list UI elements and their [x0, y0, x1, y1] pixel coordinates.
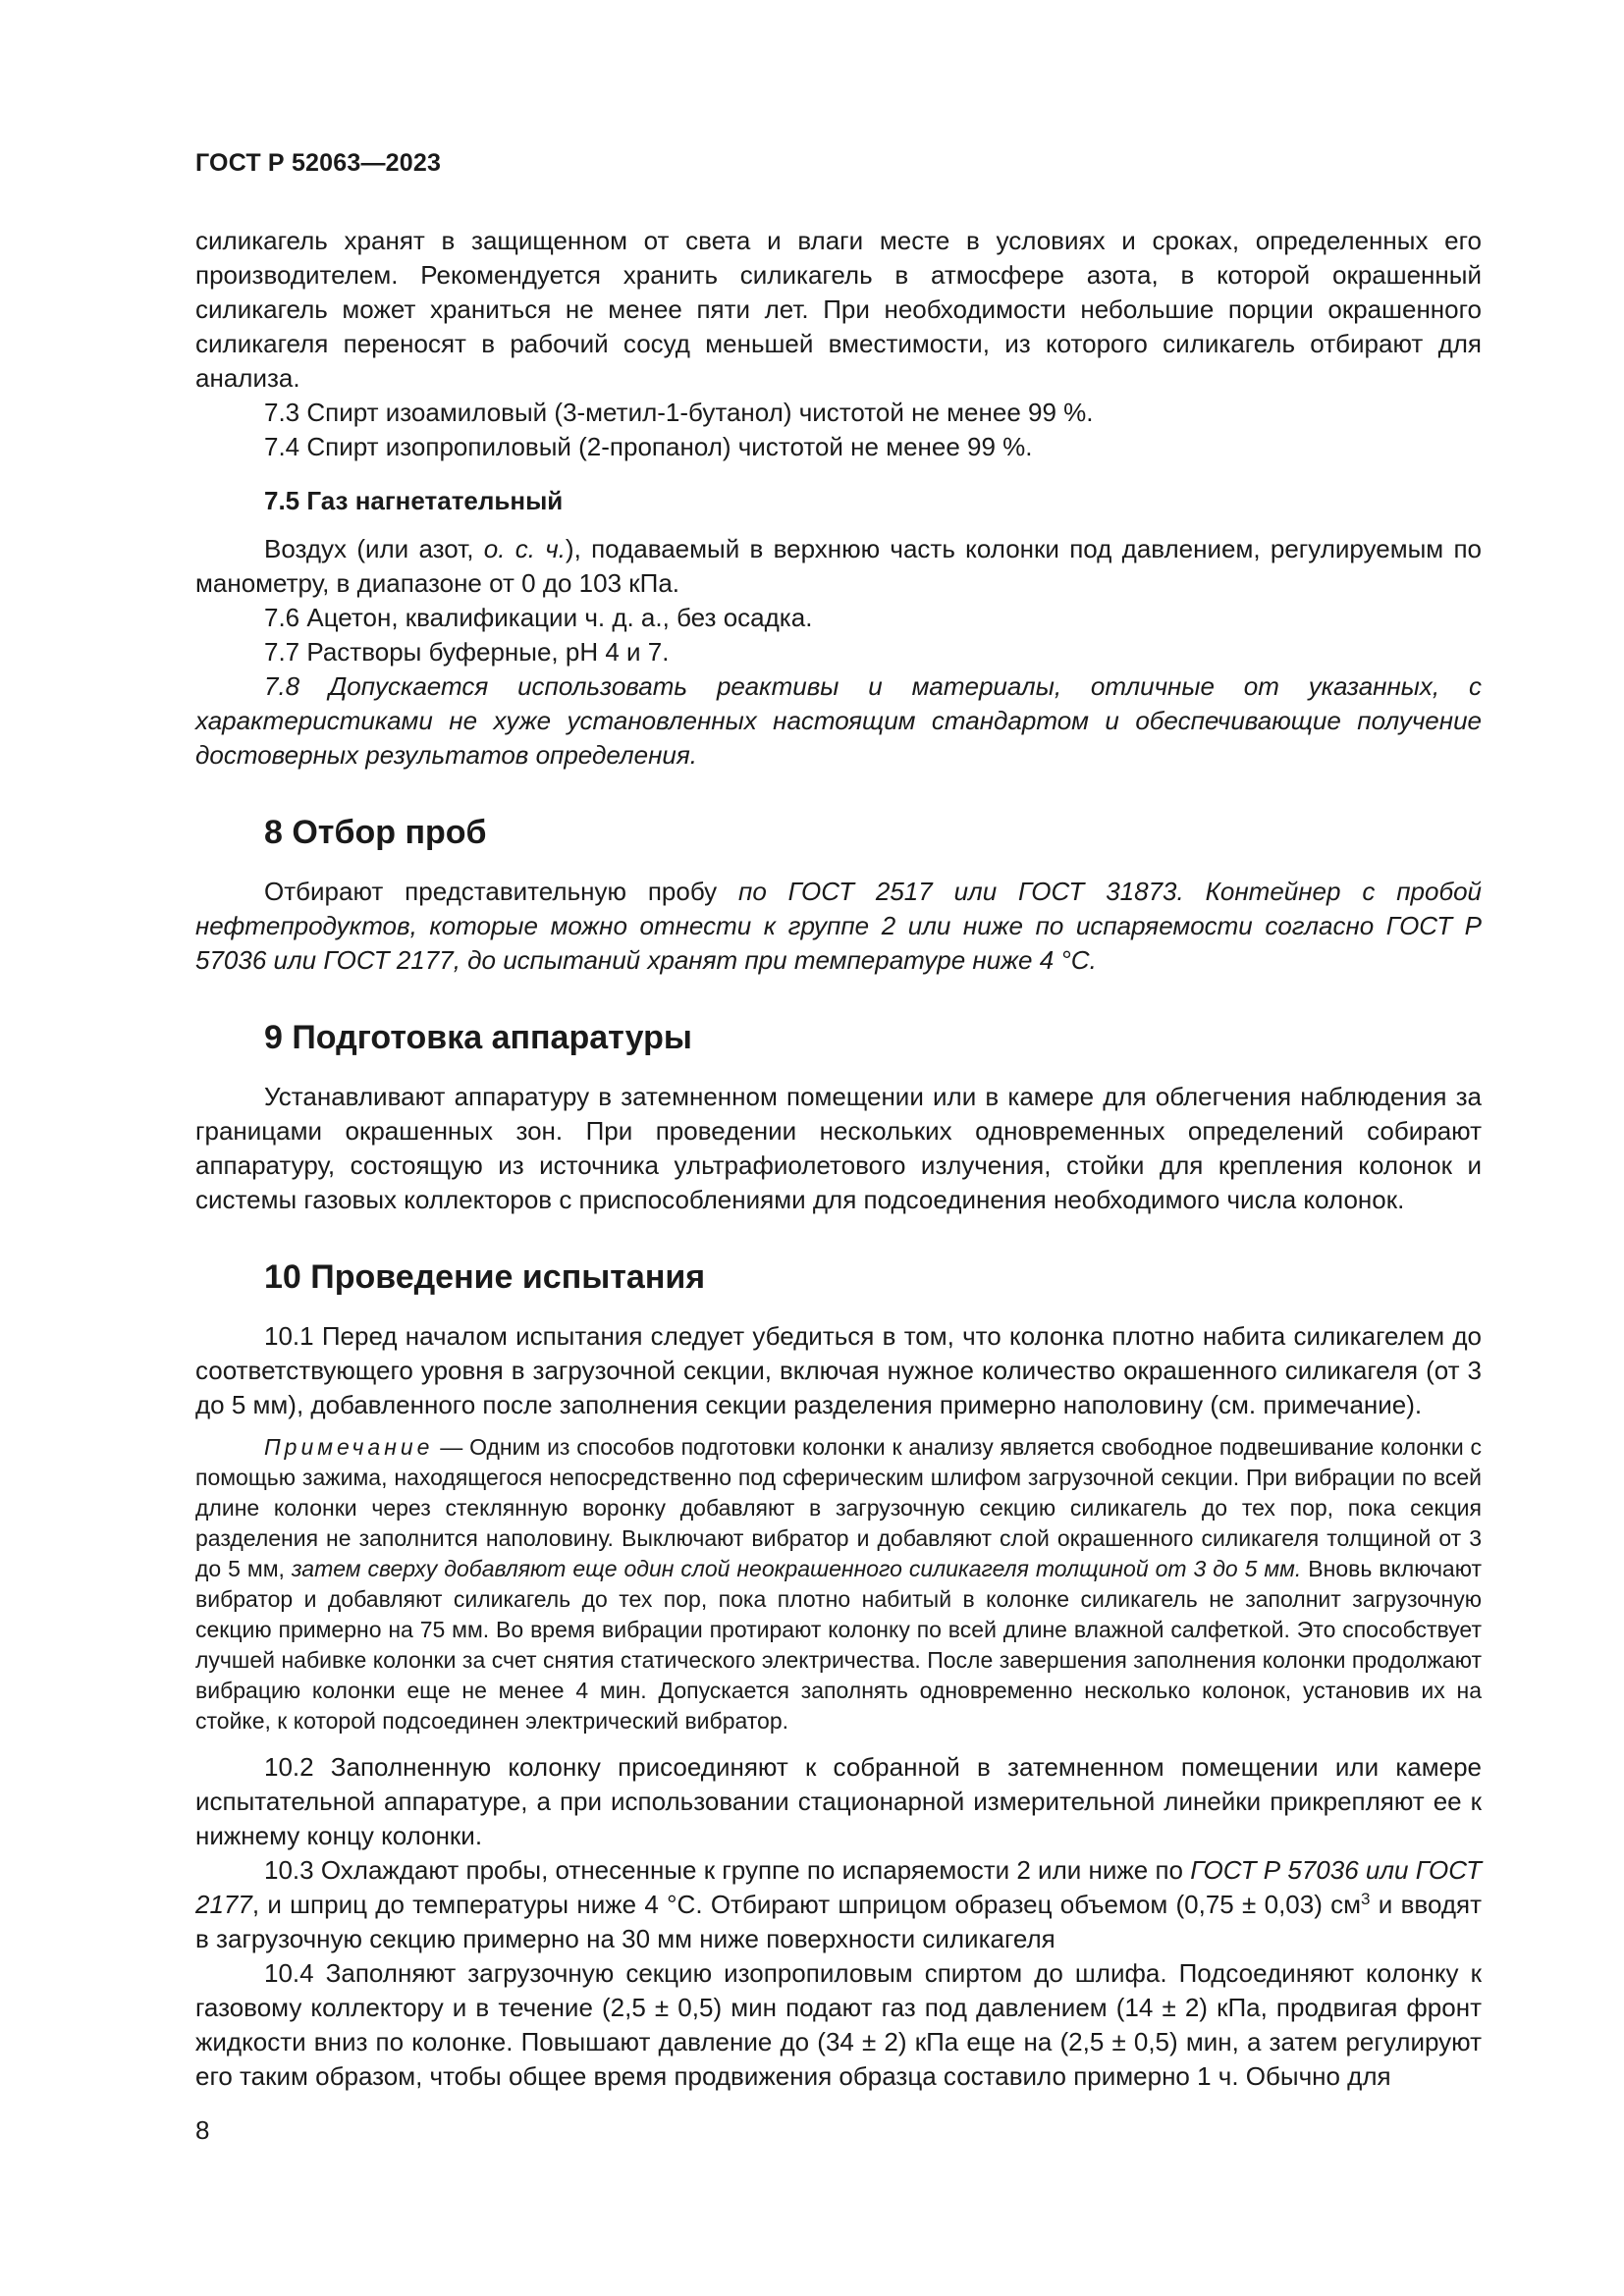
section-9	[264, 1017, 1482, 1058]
p-air-text: Воздух (или азот,	[264, 534, 484, 563]
p-10-4	[195, 1956, 1482, 2094]
p-10-3-text: и вводят в загрузочную секцию примерно на 30 мм ниже поверхности силикагеля	[195, 1890, 1482, 1953]
page-number: 8	[195, 2115, 210, 2145]
p-10-3	[195, 1853, 1482, 1956]
note-text: Вновь включают вибратор и добавляют силикагель до тех пор, пока плотно набитый в колонке силикагель не заполнит загрузочную секцию примерно на 75 мм. Во время вибрации протирают колонку по всей длине влажной салфеткой. Это способствует лучшей набивке колонки за счет снятия статического электричества. После завершения заполнения колонки продолжают вибрацию колонки еще не менее 4 мин. Допускается заполнять одновременно несколько колонок, установив их на стойке, к которой подсоединен электрический вибратор.	[195, 1556, 1483, 1734]
p-7-3	[195, 396, 1482, 430]
section-8-text: 8 Отбор проб	[264, 814, 487, 851]
p-silica-storage-text: силикагель хранят в защищенном от света и влаги месте в условиях и сроках, определенных его производителем. Рекомендуется хранить силикагель в атмосфере азота, в которой окрашенный силикагель может храниться не менее пяти лет. При необходимости небольшие порции окрашенного силикагеля переносят в рабочий сосуд меньшей вместимости, из которого силикагель отбирают для анализа.	[195, 226, 1482, 393]
subheading-7-5	[264, 484, 1482, 518]
p-7-6	[195, 601, 1482, 635]
section-10-text: 10 Проведение испытания	[264, 1258, 706, 1296]
section-9-text: 9 Подготовка аппаратуры	[264, 1019, 692, 1056]
p-apparatus	[195, 1080, 1482, 1217]
p-7-8-text: 7.8 Допускается использовать реактивы и материалы, отличные от указанных, с характеристиками не хуже установленных настоящим стандартом и обеспечивающие получение достоверных результатов определения.	[195, 671, 1482, 770]
p-10-3-text: 10.3 Охлаждают пробы, отнесенные к группе по испаряемости 2 или ниже по	[264, 1855, 1191, 1885]
p-10-1-text: 10.1 Перед началом испытания следует убедиться в том, что колонка плотно набита силикагелем до соответствующего уровня в загрузочной секции, включая нужное количество окрашенного силикагеля (от 3 до 5 мм), добавленного после заполнения секции разделения примерно наполовину (см. примечание).	[195, 1321, 1482, 1419]
note-text: затем сверху добавляют еще один слой неокрашенного силикагеля толщиной от 3 до 5 мм.	[291, 1556, 1302, 1581]
p-7-4	[195, 430, 1482, 464]
p-7-6-text: 7.6 Ацетон, квалификации ч. д. а., без осадка.	[264, 603, 813, 632]
p-10-1	[195, 1319, 1482, 1422]
p-sampling	[195, 875, 1482, 978]
running-header: ГОСТ Р 52063—2023	[195, 149, 442, 177]
section-8	[264, 812, 1482, 853]
note-text: Примечание	[264, 1434, 434, 1460]
p-7-7	[195, 635, 1482, 669]
p-apparatus-text: Устанавливают аппаратуру в затемненном помещении или в камере для облегчения наблюдения за границами окрашенных зон. При проведении нескольких одновременных определений собирают аппаратуру, состоящую из источника ультрафиолетового излучения, стойки для крепления колонок и системы газовых коллекторов с приспособлениями для подсоединения необходимого числа колонок.	[195, 1082, 1482, 1214]
main-text	[195, 224, 1482, 2094]
p-10-3-text: ГОСТ Р 57036 или ГОСТ 2177	[195, 1855, 1483, 1919]
p-10-4-text: 10.4 Заполняют загрузочную секцию изопропиловым спиртом до шлифа. Подсоединяют колонку к газовому коллектору и в течение (2,5 ± 0,5) мин подают газ под давлением (14 ± 2) кПа, продвигая фронт жидкости вниз по колонке. Повышают давление до (34 ± 2) кПа еще на (2,5 ± 0,5) мин, а затем регулируют его таким образом, чтобы общее время продвижения образца составило примерно 1 ч. Обычно для	[195, 1958, 1482, 2091]
note-text: — Одним из способов подготовки колонки к анализу является свободное подвешивание колонки с помощью зажима, находящегося непосредственно под сферическим шлифом загрузочной секции. При вибрации по всей длине колонки через стеклянную воронку добавляют в загрузочную секцию силикагель до тех пор, пока секция разделения не заполнится наполовину. Выключают вибратор и добавляют слой окрашенного силикагеля толщиной от 3 до 5 мм,	[195, 1434, 1482, 1581]
p-7-8	[195, 669, 1482, 773]
p-10-3-text: , и шприц до температуры ниже 4 °С. Отбирают шприцом образец объемом (0,75 ± 0,03) см	[251, 1890, 1362, 1919]
p-7-7-text: 7.7 Растворы буферные, pH 4 и 7.	[264, 637, 670, 667]
p-10-2	[195, 1750, 1482, 1853]
p-sampling-text: Отбирают представительную пробу	[264, 877, 739, 906]
p-10-3-text: 3	[1361, 1890, 1371, 1908]
p-7-3-text: 7.3 Спирт изоамиловый (3-метил-1-бутанол) чистотой не менее 99 %.	[264, 398, 1094, 427]
p-air	[195, 532, 1482, 601]
p-air-text: о. с. ч.	[483, 534, 566, 563]
subheading-7-5-text: 7.5 Газ нагнетательный	[264, 486, 564, 515]
note	[195, 1432, 1482, 1736]
section-10	[264, 1256, 1482, 1298]
p-silica-storage	[195, 224, 1482, 396]
p-air-text: ), подаваемый в верхнюю часть колонки под давлением, регулируемым по манометру, в диапазоне от 0 до 103 кПа.	[195, 534, 1482, 598]
p-sampling-text: по ГОСТ 2517 или ГОСТ 31873. Контейнер с пробой нефтепродуктов, которые можно отнести к группе 2 или ниже по испаряемости согласно ГОСТ Р 57036 или ГОСТ 2177, до испытаний хранят при температуре ниже 4 °С.	[195, 877, 1482, 975]
p-7-4-text: 7.4 Спирт изопропиловый (2-пропанол) чистотой не менее 99 %.	[264, 432, 1033, 461]
p-10-2-text: 10.2 Заполненную колонку присоединяют к собранной в затемненном помещении или камере испытательной аппаратуре, а при использовании стационарной измерительной линейки прикрепляют ее к нижнему концу колонки.	[195, 1752, 1482, 1850]
